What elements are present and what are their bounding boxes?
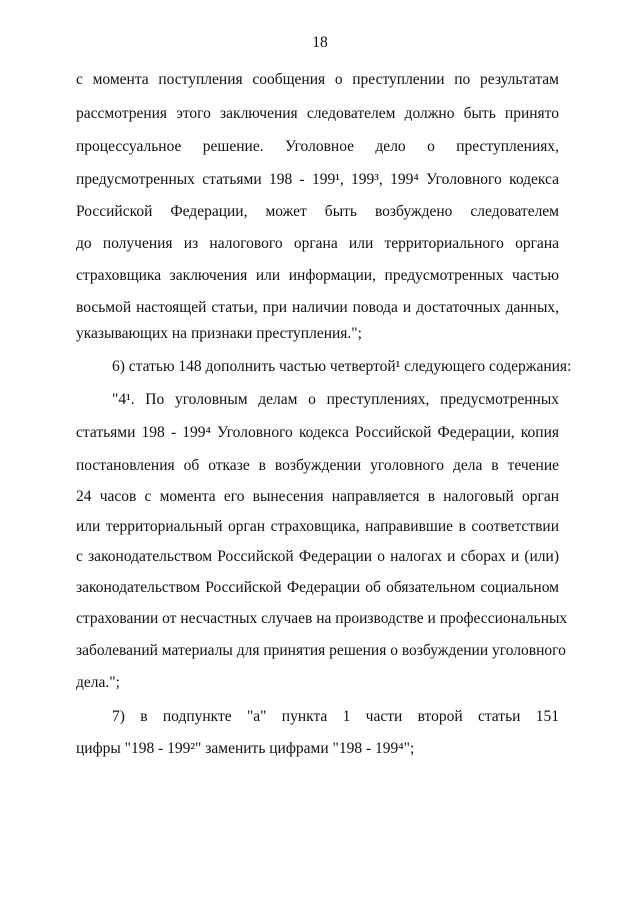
text-line: процессуальное решение. Уголовное дело о преступлениях, <box>76 138 559 155</box>
paragraph-first-line: 6) статью 148 дополнить частью четвертой¹ следующего содержания: <box>112 358 572 375</box>
text-line: рассмотрения этого заключения следователем должно быть принято <box>76 105 559 122</box>
text-line: с момента поступления сообщения о преступлении по результатам <box>76 71 559 88</box>
text-line: постановления об отказе в возбуждении уголовного дела в течение <box>76 457 559 474</box>
text-line: предусмотренных статьями 198 - 199¹, 199³, 199⁴ Уголовного кодекса <box>76 171 559 188</box>
page-number: 18 <box>312 34 328 51</box>
text-line: Российской Федерации, может быть возбуждено следователем <box>76 203 559 220</box>
text-line: указывающих на признаки преступления."; <box>76 325 362 342</box>
paragraph-first-line: 7) в подпункте "а" пункта 1 части второй статьи 151 <box>112 708 559 725</box>
text-line: страховщика заключения или информации, предусмотренных частью <box>76 267 559 284</box>
text-line: восьмой настоящей статьи, при наличии повода и достаточных данных, <box>76 299 559 316</box>
text-line: с законодательством Российской Федерации о налогах и сборах и (или) <box>76 548 559 565</box>
text-line: дела."; <box>76 674 120 691</box>
paragraph-first-line: "4¹. По уголовным делам о преступлениях, предусмотренных <box>112 391 559 408</box>
text-line: заболеваний материалы для принятия решения о возбуждении уголовного <box>76 642 566 659</box>
text-line: 24 часов с момента его вынесения направляется в налоговый орган <box>76 488 559 505</box>
text-line: цифры "198 - 199²" заменить цифрами "198 - 199⁴"; <box>76 740 415 757</box>
text-line: статьями 198 - 199⁴ Уголовного кодекса Российской Федерации, копия <box>76 424 559 441</box>
text-line: до получения из налогового органа или территориального органа <box>76 235 559 252</box>
text-line: или территориальный орган страховщика, направившие в соответствии <box>76 518 559 535</box>
text-line: страховании от несчастных случаев на производстве и профессиональных <box>76 610 568 627</box>
text-line: законодательством Российской Федерации об обязательном социальном <box>76 579 559 596</box>
